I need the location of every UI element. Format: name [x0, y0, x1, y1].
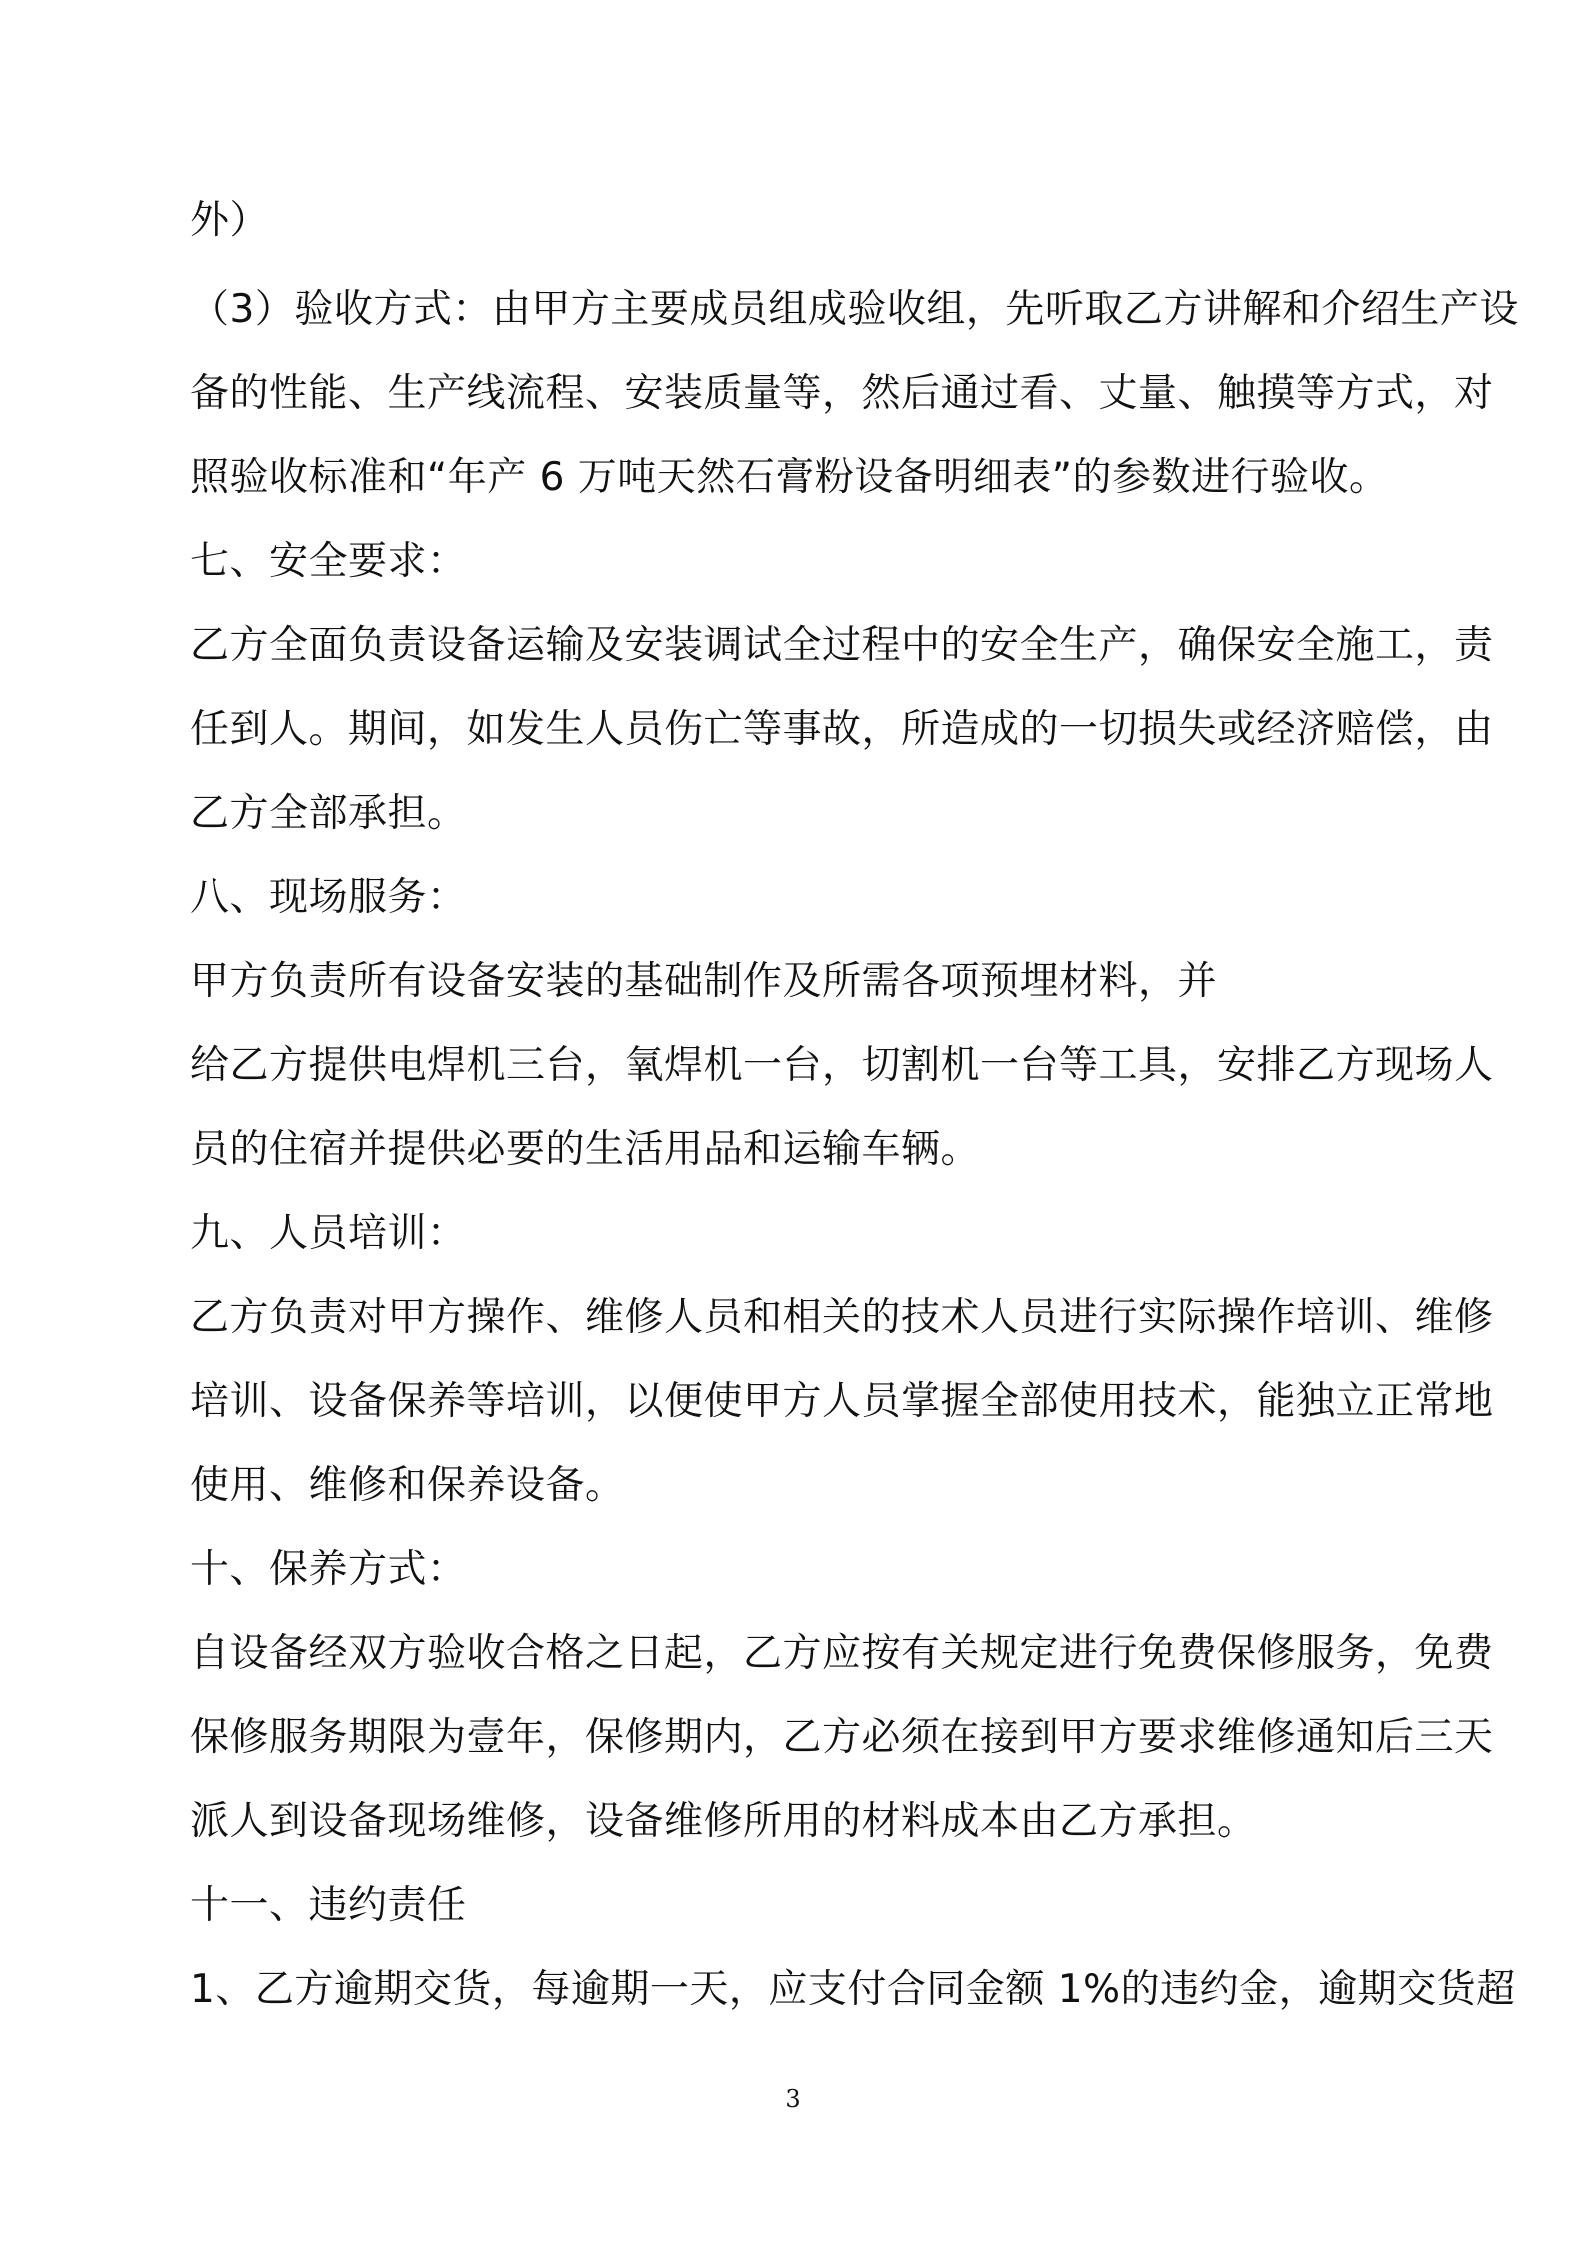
text-line: 派人到设备现场维修，设备维修所用的材料成本由乙方承担。 [190, 1799, 1257, 1844]
text-line: 使用、维修和保养设备。 [190, 1463, 625, 1508]
text-line-continuation: 外） [190, 198, 270, 243]
section-heading-liability: 十一、违约责任 [190, 1883, 467, 1928]
section-heading-training: 九、人员培训： [190, 1211, 467, 1256]
text-line: 给乙方提供电焊机三台，氧焊机一台，切割机一台等工具，安排乙方现场人 [190, 1043, 1494, 1088]
text-line: 培训、设备保养等培训，以便使甲方人员掌握全部使用技术，能独立正常地 [190, 1379, 1494, 1424]
text-line: 乙方全部承担。 [190, 791, 467, 836]
section-heading-safety: 七、安全要求： [190, 539, 467, 584]
page-number: 3 [785, 2085, 801, 2113]
text-line: 照验收标准和“年产 6 万吨天然石膏粉设备明细表”的参数进行验收。 [190, 455, 1389, 500]
text-line: 1、乙方逾期交货，每逾期一天，应支付合同金额 1%的违约金，逾期交货超 [190, 1967, 1516, 2012]
text-line: 甲方负责所有设备安装的基础制作及所需各项预埋材料，并 [190, 959, 1218, 1004]
text-line: 任到人。期间，如发生人员伤亡等事故，所造成的一切损失或经济赔偿，由 [190, 707, 1494, 752]
section-heading-maintenance: 十、保养方式： [190, 1547, 467, 1592]
text-line: 备的性能、生产线流程、安装质量等，然后通过看、丈量、触摸等方式，对 [190, 371, 1494, 416]
text-line: 保修服务期限为壹年，保修期内，乙方必须在接到甲方要求维修通知后三天 [190, 1715, 1494, 1760]
text-line: 自设备经双方验收合格之日起，乙方应按有关规定进行免费保修服务，免费 [190, 1631, 1494, 1676]
text-line: 乙方负责对甲方操作、维修人员和相关的技术人员进行实际操作培训、维修 [190, 1295, 1494, 1340]
text-line: 员的住宿并提供必要的生活用品和运输车辆。 [190, 1127, 981, 1172]
text-line-acceptance-method: （3）验收方式：由甲方主要成员组成验收组，先听取乙方讲解和介绍生产设 [190, 287, 1519, 332]
section-heading-onsite-service: 八、现场服务： [190, 875, 467, 920]
text-line: 乙方全面负责设备运输及安装调试全过程中的安全生产，确保安全施工，责 [190, 623, 1494, 668]
